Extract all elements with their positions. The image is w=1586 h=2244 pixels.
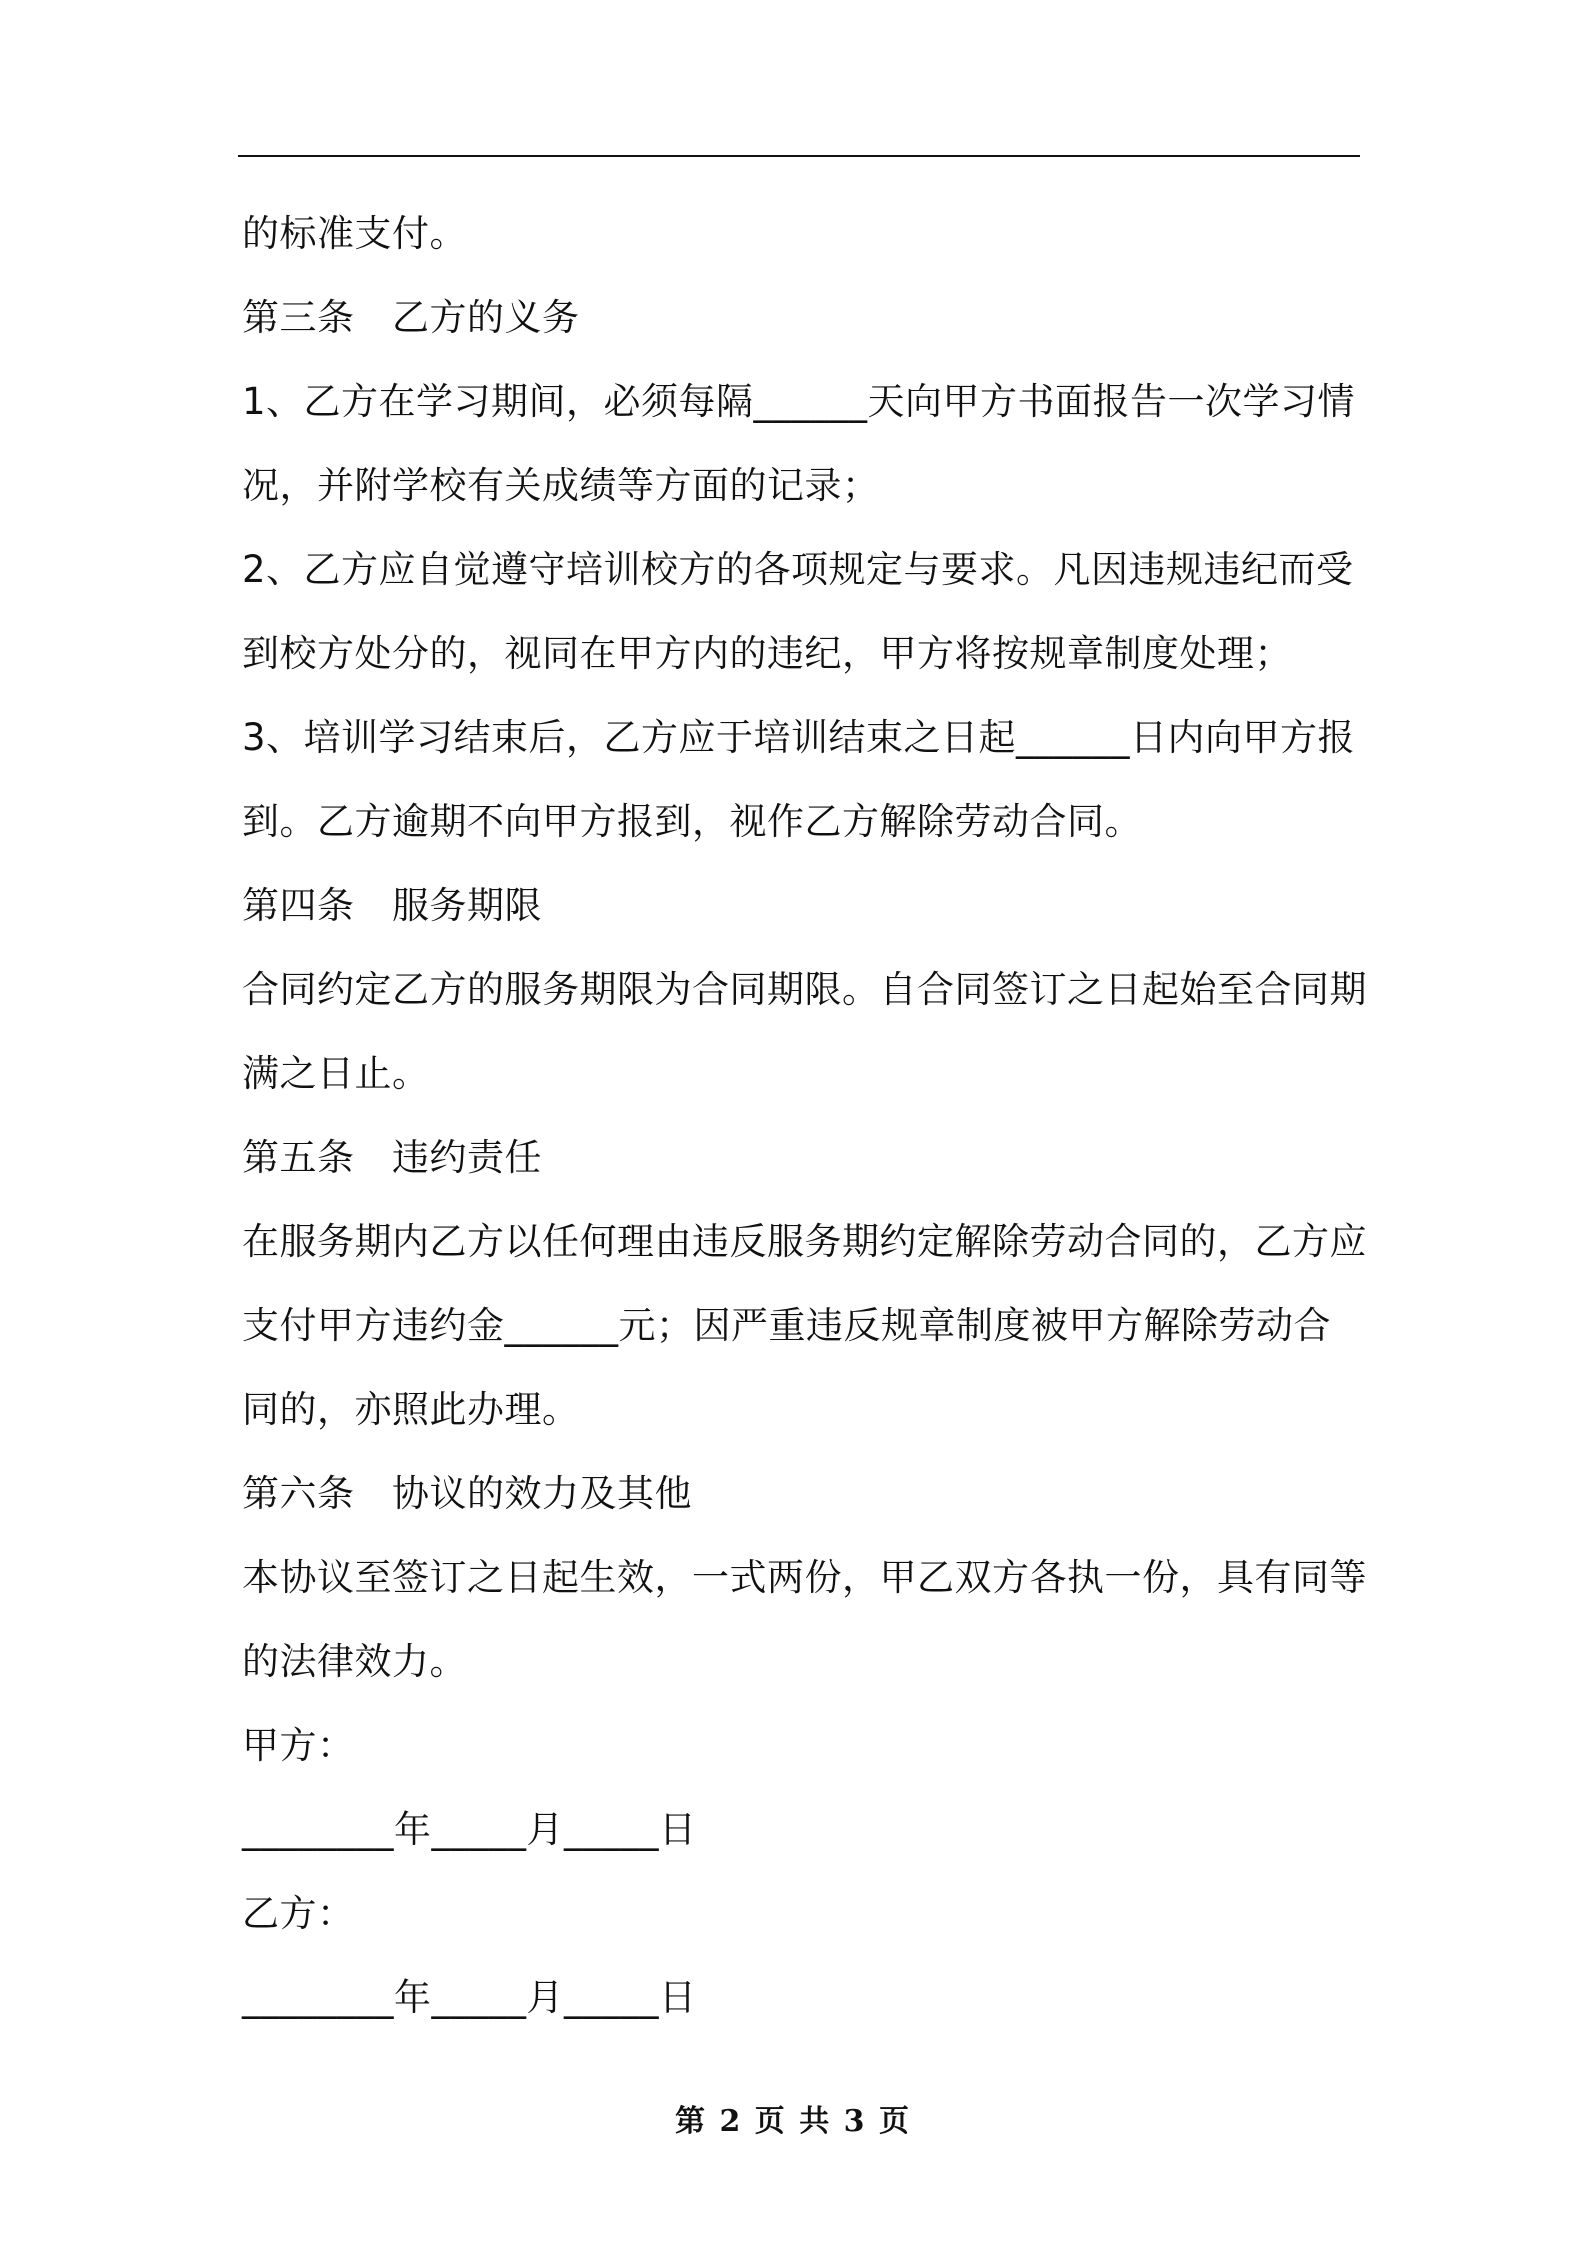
article-heading: 第三条 乙方的义务 [242,296,580,339]
party-a-label: 甲方： [242,1724,355,1767]
text-line: 支付甲方违约金______元；因严重违反规章制度被甲方解除劳动合 [242,1304,1331,1347]
article-heading: 第五条 违约责任 [242,1136,542,1179]
text-line: 合同约定乙方的服务期限为合同期限。自合同签订之日起始至合同期 [242,968,1367,1011]
party-a-date-blank: ________年_____月_____日 [242,1808,697,1851]
text-line: 1、乙方在学习期间，必须每隔______天向甲方书面报告一次学习情 [242,380,1356,423]
text-line: 本协议至签订之日起生效，一式两份，甲乙双方各执一份，具有同等 [242,1556,1367,1599]
text-line: 到校方处分的，视同在甲方内的违纪，甲方将按规章制度处理； [242,632,1292,675]
article-heading: 第四条 服务期限 [242,884,542,927]
header-rule [238,155,1360,157]
page-number: 第 2 页 共 3 页 [675,2104,911,2139]
document-body [242,192,1367,2040]
text-line: 的标准支付。 [242,212,467,255]
text-line: 在服务期内乙方以任何理由违反服务期约定解除劳动合同的，乙方应 [242,1220,1367,1263]
text-line: 2、乙方应自觉遵守培训校方的各项规定与要求。凡因违规违纪而受 [242,548,1354,591]
article-heading: 第六条 协议的效力及其他 [242,1472,692,1515]
text-line: 满之日止。 [242,1052,430,1095]
text-line: 的法律效力。 [242,1640,467,1683]
party-b-label: 乙方： [242,1892,355,1935]
text-line: 况，并附学校有关成绩等方面的记录； [242,464,880,507]
party-b-date-blank: ________年_____月_____日 [242,1976,697,2019]
text-line: 到。乙方逾期不向甲方报到，视作乙方解除劳动合同。 [242,800,1142,843]
text-line: 同的，亦照此办理。 [242,1388,580,1431]
text-line: 3、培训学习结束后，乙方应于培训结束之日起______日内向甲方报 [242,716,1356,759]
